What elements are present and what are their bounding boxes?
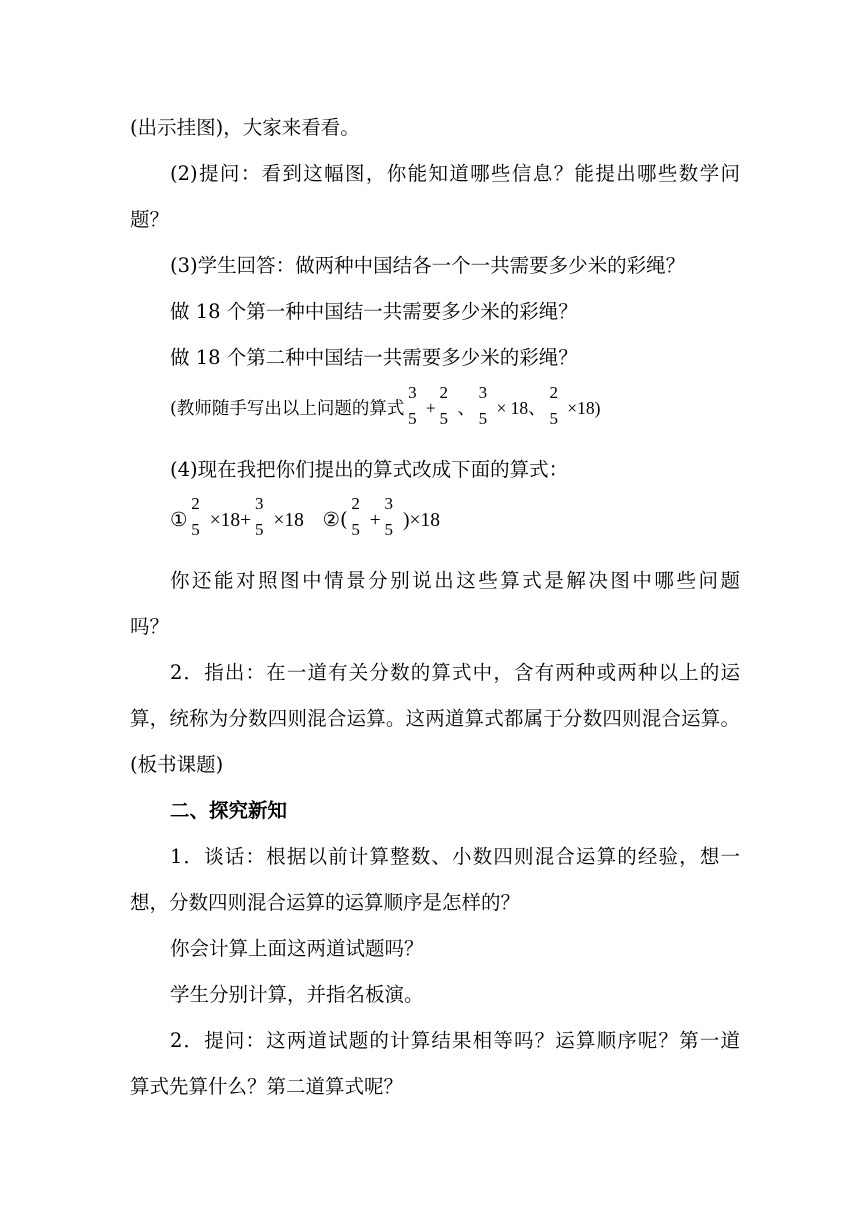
expression-line [170,493,740,539]
expression-term: ×18+ [209,510,252,531]
text-line: 吗？ [130,615,170,638]
expression-term: )×18 [403,510,440,531]
fraction: 3 5 [384,493,394,539]
text-line: 想，分数四则混合运算的运算顺序是怎样的？ [130,891,521,914]
circled-one: ① [170,508,188,531]
section-heading: 二、探究新知 [170,799,288,822]
formula-middle: × 18、 [496,398,546,418]
fraction: 2 5 [351,493,360,539]
fraction: 3 5 [478,382,488,428]
fraction: 2 5 [191,493,200,539]
text-line: 做 18 个第一种中国结一共需要多少米的彩绳？ [170,300,578,323]
formula-suffix: ×18) [567,398,601,418]
text-line: (4)现在我把你们提出的算式改成下面的算式： [170,458,569,481]
fraction: 2 5 [439,382,449,428]
circled-two: ②( [322,508,348,531]
text-line: 你还能对照图中情景分别说出这些算式是解决图中哪些问题 [170,569,740,592]
text-line: (板书课题) [130,753,224,776]
text-line: 2．提问：这两道试题的计算结果相等吗？运算顺序呢？第一道 [170,1029,740,1052]
text-line: 1．谈话：根据以前计算整数、小数四则混合运算的经验，想一 [170,845,740,868]
operator: + [425,398,436,418]
expression-term: + [369,510,381,531]
text-line: (3)学生回答：做两种中国结各一个一共需要多少米的彩绳？ [170,254,686,277]
fraction: 3 5 [408,382,417,428]
text-line: 算，统称为分数四则混合运算。这两道算式都属于分数四则混合运算。 [130,707,740,730]
text-line: 做 18 个第二种中国结一共需要多少米的彩绳？ [170,346,578,369]
formula-line [170,382,740,428]
text-line: 算式先算什么？第二道算式呢？ [130,1075,404,1098]
text-line: 题？ [130,208,170,231]
formula-prefix: (教师随手写出以上问题的算式 [170,399,405,419]
text-line: 你会计算上面这两道试题吗？ [170,937,424,960]
text-line: 学生分别计算，并指名板演。 [170,983,424,1006]
expression-term: ×18 [273,510,304,531]
fraction: 3 5 [254,493,264,539]
text-line: (2)提问：看到这幅图，你能知道哪些信息？能提出哪些数学问 [170,162,740,185]
text-line: 2．指出：在一道有关分数的算式中，含有两种或两种以上的运 [170,661,740,684]
text-line: (出示挂图)，大家来看看。 [130,116,360,139]
separator: 、 [457,399,475,419]
fraction: 2 5 [549,382,558,428]
